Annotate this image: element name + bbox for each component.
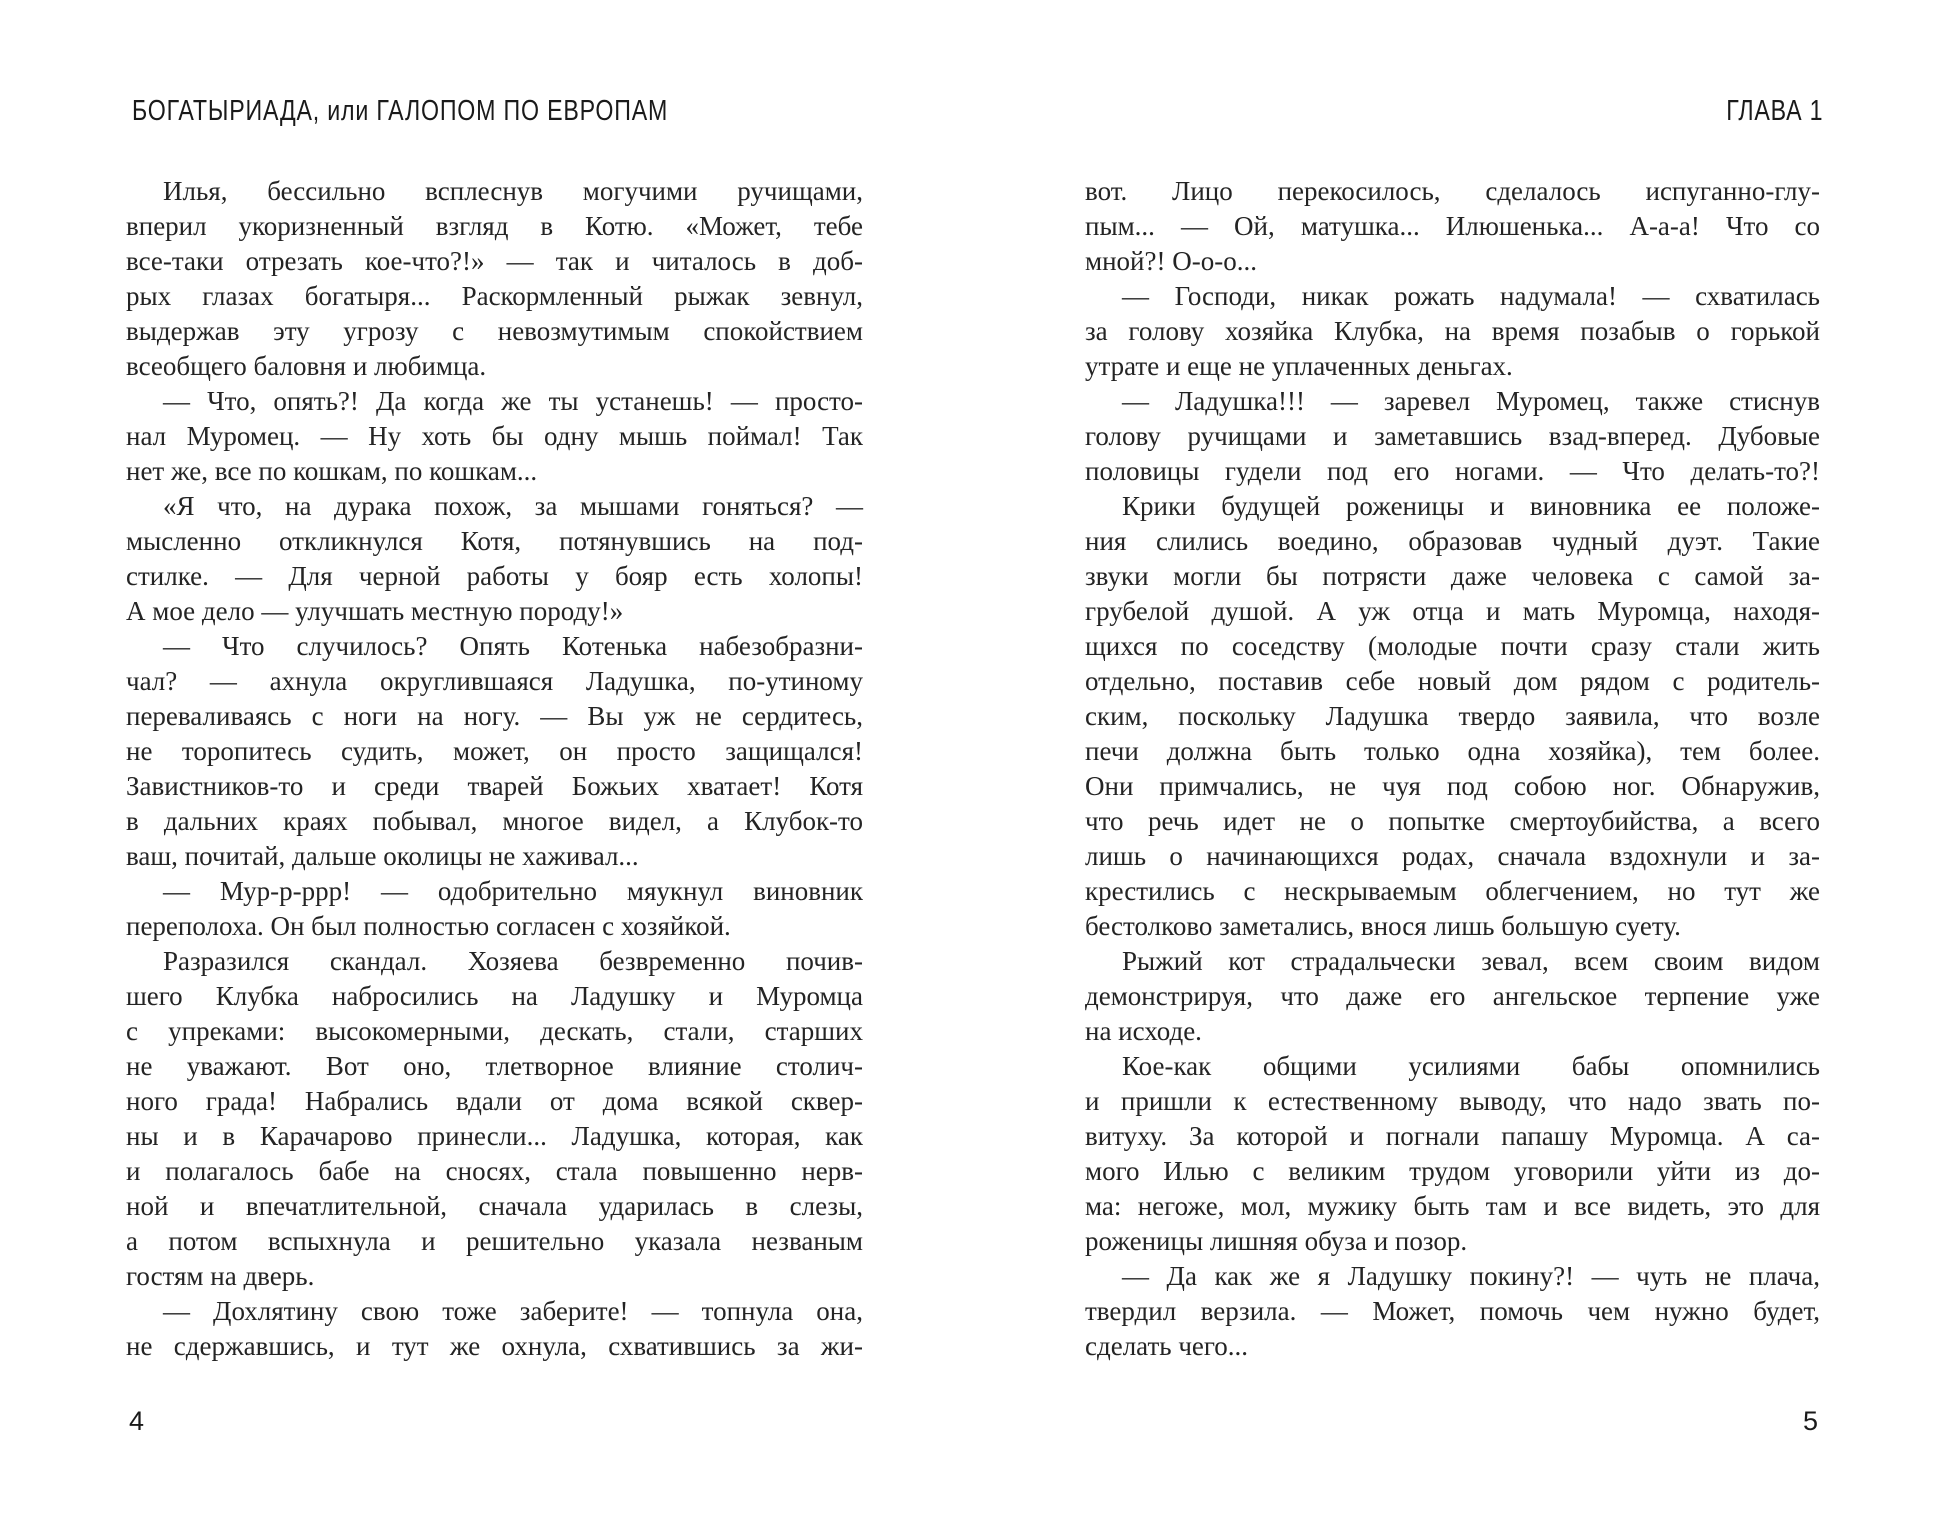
text-line: ваш, почитай, дальше околицы не хаживал... [126,841,639,871]
text-line: грубелой душой. А уж отца и мать Муромца, находя- [1085,596,1820,626]
text-line: и пришли к естественному выводу, что надо звать по- [1085,1086,1820,1116]
text-line: не уважают. Вот оно, тлетворное влияние столич- [126,1051,863,1081]
text-line: не сдержавшись, и тут же охнула, схватившись за жи- [126,1331,863,1361]
page-number-left: 4 [129,1406,145,1436]
text-line: роженицы лишняя обуза и позор. [1085,1226,1468,1256]
text-line: ния слились воедино, образовав чудный дуэт. Такие [1085,526,1820,556]
text-line: Завистников-то и среди тварей Божьих хватает! Котя [126,771,863,801]
text-line: А мое дело — улучшать местную породу!» [126,596,624,626]
page-number-right: 5 [1802,1406,1818,1436]
text-line: в дальних краях побывал, многое видел, а Клубок-то [126,806,863,836]
text-line: крестились с нескрываемым облегчением, но тут же [1085,876,1820,906]
text-line: ной и впечатлительной, сначала ударилась в слезы, [126,1191,863,1221]
text-line: за голову хозяйка Клубка, на время позабыв о горькой [1085,316,1820,346]
text-line: сделать чего... [1085,1331,1249,1361]
text-line: пым... — Ой, матушка... Илюшенька... А-а-а! Что со [1085,211,1820,241]
text-line: ны и в Карачарово принесли... Ладушка, которая, как [126,1121,863,1151]
text-line: мого Илью с великим трудом уговорили уйти из до- [1085,1156,1820,1186]
text-line: что речь идет не о попытке смертоубийства, а всего [1085,806,1820,836]
text-line: Разразился скандал. Хозяева безвременно почив- [163,946,863,976]
text-line: отдельно, поставив себе новый дом рядом с родитель- [1085,666,1820,696]
text-line: Они примчались, не чуя под собою ног. Обнаружив, [1085,771,1820,801]
text-line: с упреками: высокомерными, дескать, стали, старших [126,1016,863,1046]
text-line: и полагалось бабе на сносях, стала повышенно нерв- [126,1156,863,1186]
text-line: все-таки отрезать кое-что?!» — так и читалось в доб- [126,246,863,276]
text-line: половицы гудели под его ногами. — Что делать-то?! [1085,456,1820,486]
text-line: — Да как же я Ладушку покину?! — чуть не плача, [1122,1261,1820,1291]
text-line: всеобщего баловня и любимца. [126,351,487,381]
text-line: щихся по соседству (молодые почти сразу стали жить [1085,631,1820,661]
text-line: утрате и еще не уплаченных деньгах. [1085,351,1513,381]
text-line: переполоха. Он был полностью согласен с хозяйкой. [126,911,731,941]
left-page-body [126,174,863,1364]
text-line: шего Клубка набросились на Ладушку и Муромца [126,981,863,1011]
text-line: бестолково заметались, внося лишь большую суету. [1085,911,1681,941]
text-line: — Господи, никак рожать надумала! — схватилась [1122,281,1820,311]
text-line: голову ручищами и заметавшись взад-вперед. Дубовые [1085,421,1820,451]
text-line: — Мур-р-ррр! — одобрительно мяукнул виновник [163,876,863,906]
text-line: витуху. За которой и погнали папашу Муромца. А са- [1085,1121,1820,1151]
text-line: твердил верзила. — Может, помочь чем нужно будет, [1085,1296,1820,1326]
text-line: Кое-как общими усилиями бабы опомнились [1122,1051,1820,1081]
text-line: печи должна быть только одна хозяйка), тем более. [1085,736,1820,766]
text-line: гостям на дверь. [126,1261,315,1291]
text-line: нет же, все по кошкам, по кошкам... [126,456,538,486]
text-line: переваливаясь с ноги на ногу. — Вы уж не сердитесь, [126,701,863,731]
text-line: — Ладушка!!! — заревел Муромец, также стиснув [1122,386,1820,416]
text-line: — Дохлятину свою тоже заберите! — топнула она, [163,1296,863,1326]
text-line: рых глазах богатыря... Раскормленный рыжак зевнул, [126,281,863,311]
text-line: Илья, бессильно всплеснув могучими ручищами, [163,176,863,206]
text-line: вперил укоризненный взгляд в Котю. «Может, тебе [126,211,863,241]
text-line: демонстрируя, что даже его ангельское терпение уже [1085,981,1820,1011]
text-line: выдержав эту угрозу с невозмутимым спокойствием [126,316,863,346]
text-line: стилке. — Для черной работы у бояр есть холопы! [126,561,863,591]
text-line: мной?! О-о-о... [1085,246,1257,276]
text-line: чал? — ахнула округлившаяся Ладушка, по-утиному [126,666,863,696]
text-line: Рыжий кот страдальчески зевал, всем своим видом [1122,946,1820,976]
text-line: — Что случилось? Опять Котенька набезобразни- [163,631,863,661]
text-line: ма: негоже, мол, мужику быть там и все видеть, это для [1085,1191,1820,1221]
running-head-chapter: ГЛАВА 1 [1725,95,1823,127]
text-line: мысленно откликнулся Котя, потянувшись на под- [126,526,863,556]
text-line: ного града! Набрались вдали от дома всякой сквер- [126,1086,863,1116]
text-line: звуки могли бы потрясти даже человека с самой за- [1085,561,1820,591]
text-line: а потом вспыхнула и решительно указала незваным [126,1226,863,1256]
text-line: нал Муромец. — Ну хоть бы одну мышь поймал! Так [126,421,863,451]
text-line: ским, поскольку Ладушка твердо заявила, что возле [1085,701,1820,731]
text-line: на исходе. [1085,1016,1202,1046]
right-page-body [1085,174,1820,1364]
text-line: «Я что, на дурака похож, за мышами гоняться? — [163,491,863,521]
text-line: не торопитесь судить, может, он просто защищался! [126,736,863,766]
text-line: — Что, опять?! Да когда же ты устанешь! — просто- [163,386,863,416]
text-line: Крики будущей роженицы и виновника ее положе- [1122,491,1820,521]
text-line: лишь о начинающихся родах, сначала вздохнули и за- [1085,841,1820,871]
text-line: вот. Лицо перекосилось, сделалось испуганно-глу- [1085,176,1820,206]
running-head-book-title: БОГАТЫРИАДА, или ГАЛОПОМ ПО ЕВРОПАМ [132,95,669,127]
